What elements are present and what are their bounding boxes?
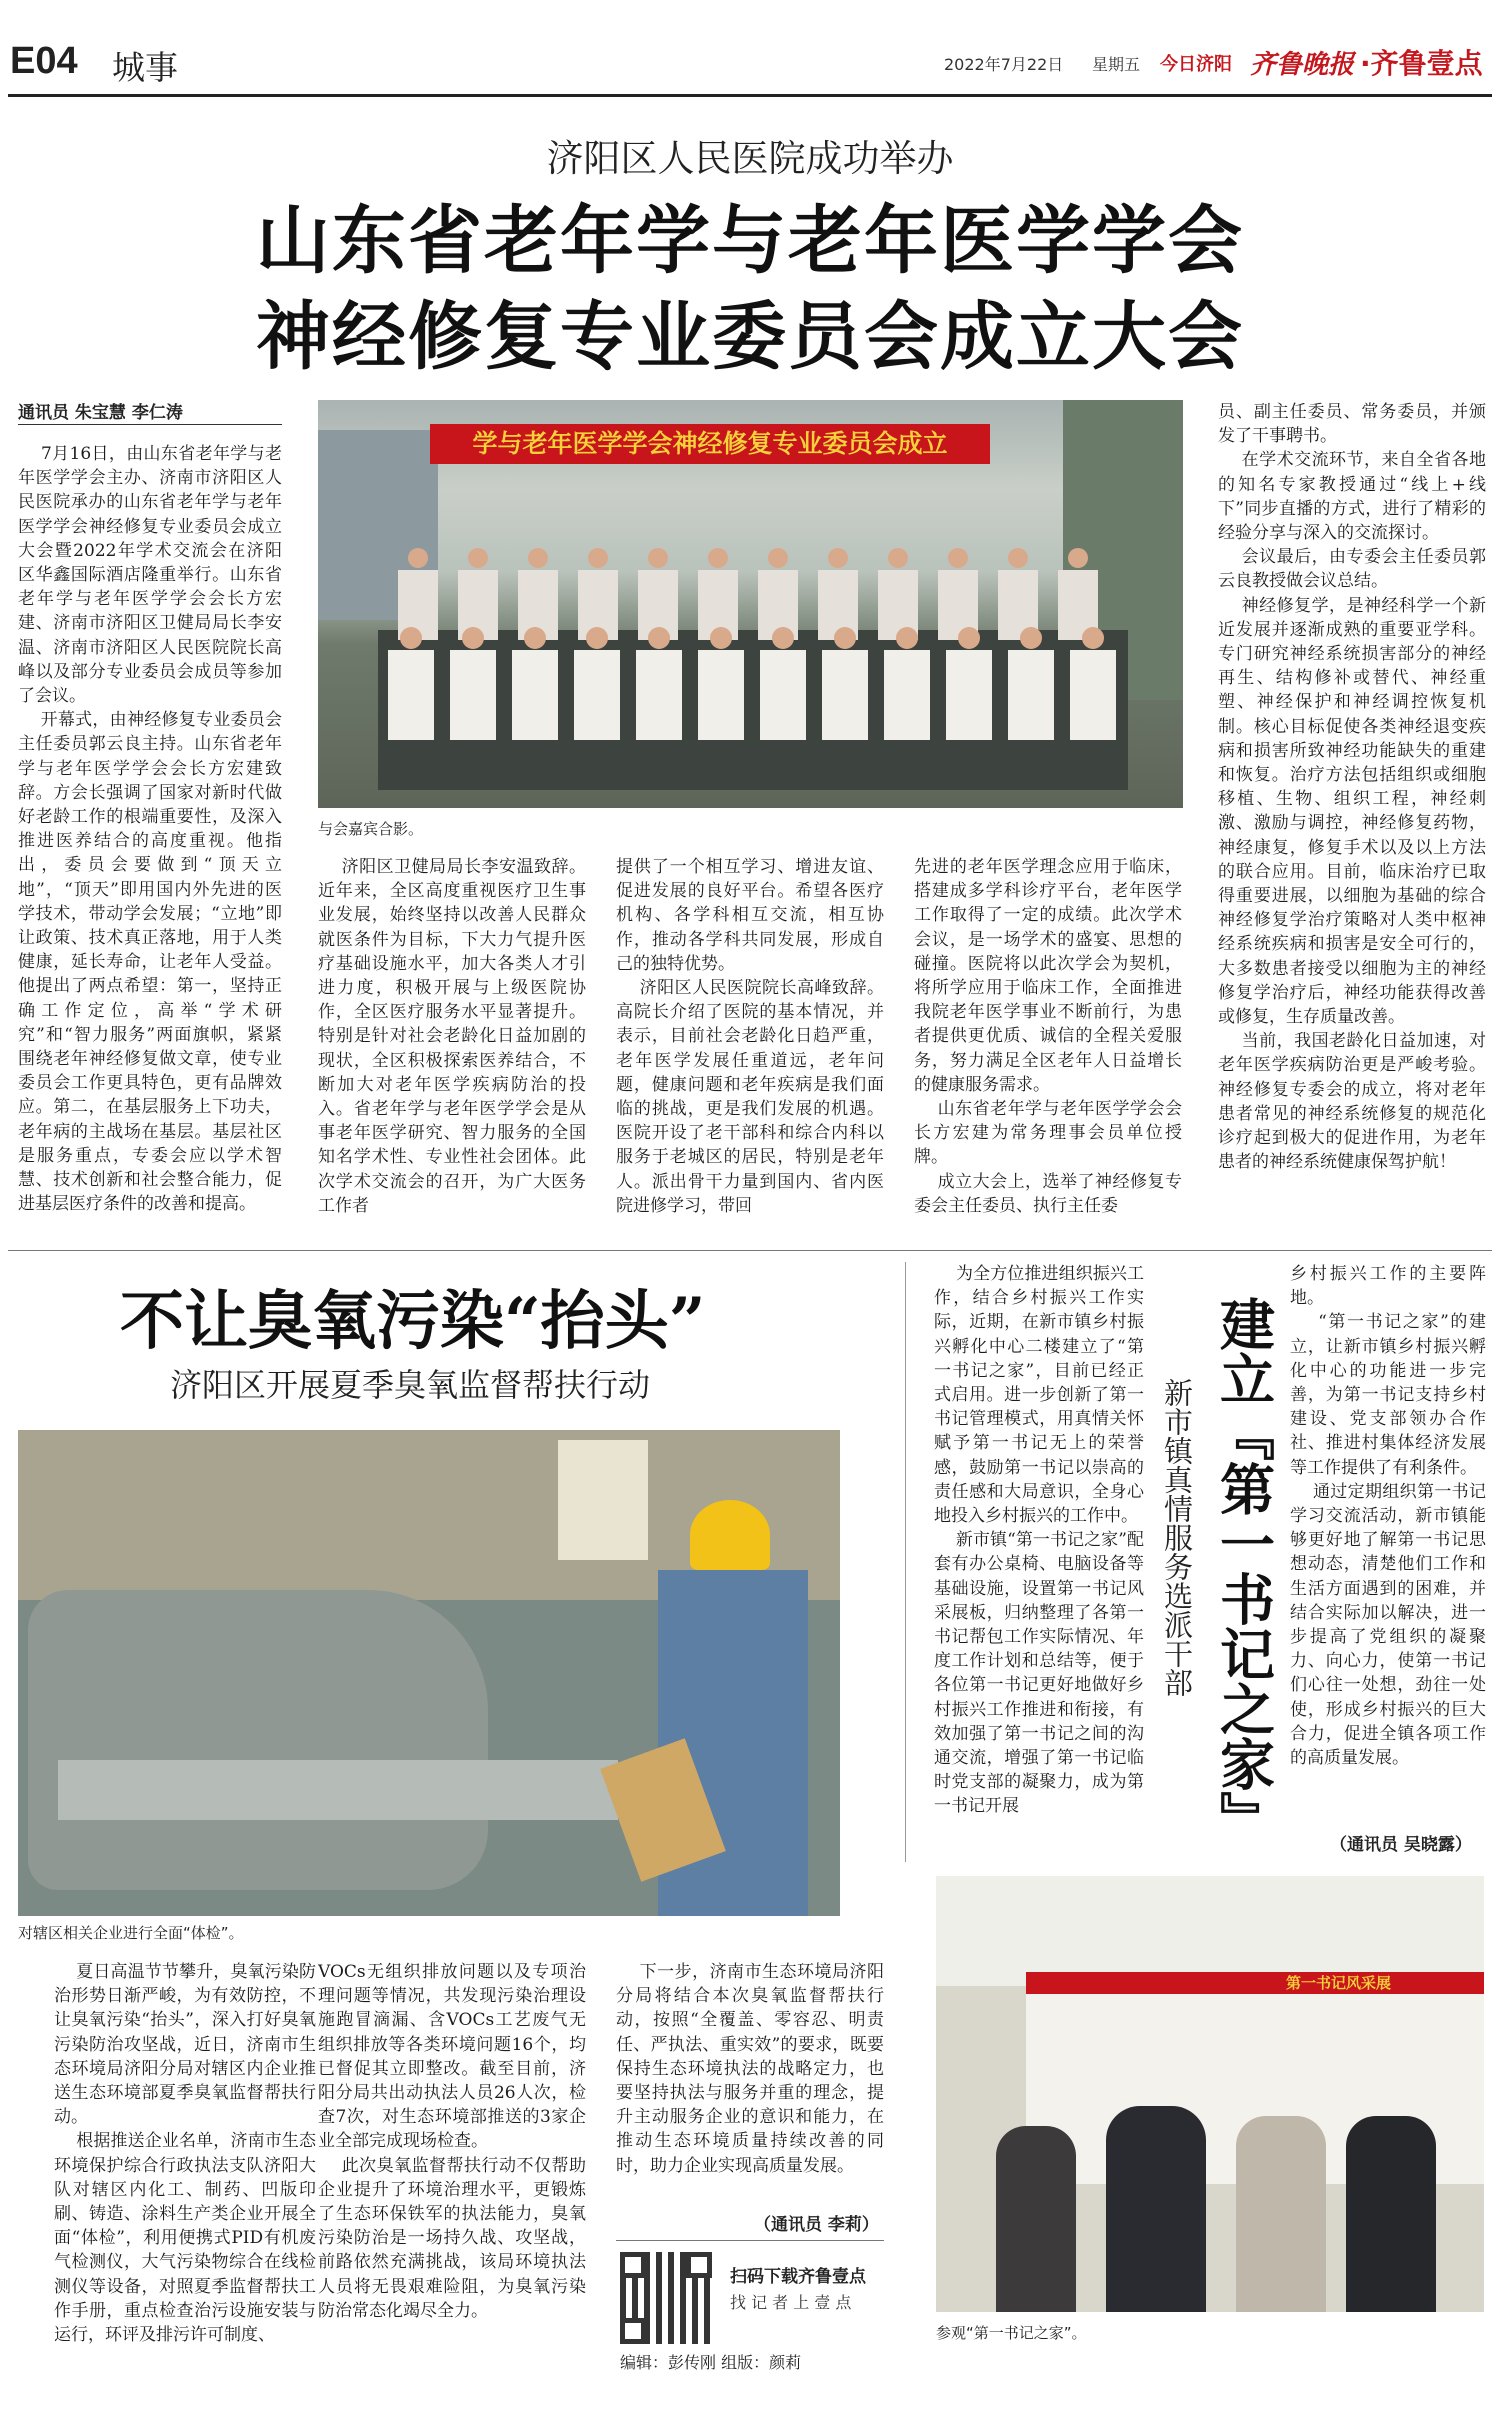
issue-date: 2022年7月22日 [944,55,1064,74]
photo-sign [558,1440,648,1560]
article2-headline: 不让臭氧污染“抬头” [120,1284,706,1359]
article1-kicker: 济阳区人民医院成功举办 [546,137,954,180]
article2-col1: 夏日高温节节攀升，臭氧污染防治形势日渐严峻，为有效防控，不让臭氧污染“抬头”，深入打好臭氧污染防治攻坚战，近日，济南市生态环境局济阳分局对辖区内企业推送生态环境部夏季臭氧监督帮扶行动。 根据推送企业名单，济南市生态环境保护综合行政执法支队济阳大队对辖区内化工、制药、凹版印刷、铸造、涂料生产类企业开展全面“体检”，利用便携式PID有机废气检测仪，大气污染物综合在线检测仪等设备，对照夏季监督帮扶工作手册，重点检查治污设施安装与运行，环评及排污许可制度、 [54,1962,316,2346]
qr-corner-tr [686,2252,712,2278]
article1-headline-line2: 神经修复专业委员会成立大会 [256,294,1244,380]
article2-col2: VOCs无组织排放问题以及专项治理问题等情况，共发现污染治理设施跑冒滴漏、含VOCs工艺废气无组织排放等各类环境问题16个，均已督促其立即整改。截至目前，济阳分局共出动执法人员26人次，检查7次，对生态环境部推送的3家企业全部完成现场检查。 此次臭氧监督帮扶行动不仅帮助企业提升了环境治理水平，更锻炼了生态环保铁军的执法能力，臭氧污染防治是一场持久战、攻坚战，前路依然充满挑战，该局环境执法人员将无畏艰难险阻，为臭氧污染防治常态化竭尽全力。 [318,1962,586,2321]
page-number: E04 [10,40,78,82]
qr-corner-tl [620,2252,646,2278]
qr-line2: 找 记 者 上 壹 点 [730,2293,852,2312]
qr-rule [616,2240,884,2241]
first-secretary-home-photo [936,1876,1484,2312]
article1-col2: 济阳区卫健局局长李安温致辞。近年来，全区高度重视医疗卫生事业发展，始终坚持以改善人民群众就医条件为目标，下大力气提升医疗基础设施水平，加大各类人才引进力度，积极开展与上级医院协作，全区医疗服务水平显著提升。特别是针对社会老龄化日益加剧的现状，全区积极探索医养结合，不断加大对老年医学疾病防治的投入。省老年学与老年医学学会是从事老年医学研究、智力服务的全国知名学术性、专业性社会团体。此次学术交流会的召开，为广大医务工作者 [318,857,586,1216]
qr-corner-bl [620,2318,646,2344]
group-photo-caption: 与会嘉宾合影。 [318,820,424,838]
photo-visitor-3 [1236,2116,1326,2312]
edition-name: 今日济阳 [1160,54,1232,75]
group-photo [318,400,1183,808]
photo-pipe [58,1760,618,1820]
photo-ceiling [936,1876,1484,1986]
article3-byline: （通讯员 吴晓露） [1330,1835,1472,1855]
ozone-photo-caption: 对辖区相关企业进行全面“体检”。 [18,1924,244,1942]
photo-banner [430,424,990,464]
masthead-rule [8,94,1492,97]
article1-col3: 提供了一个相互学习、增进友谊、促进发展的良好平台。希望各医疗机构、各学科相互交流，相互协作，推动各学科共同发展，形成自己的独特优势。 济阳区人民医院院长高峰致辞。高院长介绍了医院的基本情况，并表示，目前社会老龄化日趋严重，老年医学发展任重道远，老年问题，健康问题和老年疾病是我们面临的挑战，更是我们发展的机遇。医院开设了老干部科和综合内科以服务于老城区的居民，特别是老年人。派出骨干力量到国内、省内医院进修学习，带回 [616,857,884,1216]
photo-machine [28,1590,488,1890]
article1-col1: 7月16日，由山东省老年学与老年医学学会主办、济南市济阳区人民医院承办的山东省老年学与老年医学学会神经修复专业委员会成立大会暨2022年学术交流会在济阳区华鑫国际酒店隆重举行。山东省老年学与老年医学学会会长方宏建、济南市济阳区卫健局局长李安温、济南市济阳区人民医院院长高峰以及部分专业委员会成员等参加了会议。 开幕式，由神经修复专业委员会主任委员郭云良主持。山东省老年学与老年医学学会会长方宏建致辞。方会长强调了国家对新时代做好老龄工作的根端重要性，及深入推进医养结合的高度重视。他指出，委员会要做到“顶天立地”，“顶天”即用国内外先进的医学技术，带动学会发展；“立地”即让政策、技术真正落地，用于人类健康，延长寿命，让老年人受益。他提出了两点希望：第一，坚持正确工作定位，高举“学术研究”和“智力服务”两面旗帜，紧紧围绕老年神经修复做文章，使专业委员会工作更具特色，更有品牌效应。第二，在基层服务上下功夫，老年病的主战场在基层。基层社区是服务重点，专委会应以学术智慧、技术创新和社会整合能力，促进基层医疗条件的改善和提高。 [18,444,282,1215]
section-name: 城事 [112,48,178,87]
photo-inspector-helmet [690,1500,770,1570]
photo-visitor-1 [996,2126,1076,2312]
article1-col5: 员、副主任委员、常务委员，并颁发了干事聘书。 在学术交流环节，来自全省各地的知名专家教授通过“线上+线下”同步直播的方式，进行了精彩的经验分享与深入的交流探讨。 会议最后，由专委会主任委员郭云良教授做会议总结。 神经修复学，是神经科学一个新近发展并逐渐成熟的重要亚学科。专门研究神经系统损害部分的神经再生、结构修补或替代、神经重塑、神经保护和神经调控恢复机制。核心目标促使各类神经退变疾病和损害所致神经功能缺失的重建和恢复。治疗方法包括组织或细胞移植、生物、组织工程，神经刺激、激励与调控，神经修复药物，神经康复，修复手术以及以上方法的联合应用。目前，临床治疗已取得重要进展，以细胞为基础的综合神经修复学治疗策略对人类中枢神经系统疾病和损害是安全可行的，大多数患者接受以细胞为主的神经修复学治疗后，神经功能获得改善或修复，生存质量改善。 当前，我国老龄化日益加速，对老年医学疾病防治更是严峻考验。神经修复专委会的成立，将对老年患者常见的神经系统修复的规范化诊疗起到极大的促进作用，为老年患者的神经系统健康保驾护航！ [1218,402,1486,1173]
byline-rule [18,424,282,425]
article3-subheadline: 新市镇真情服务选派干部 [1160,1378,1194,1697]
ozone-inspection-photo [18,1430,840,1916]
issue-weekday: 星期五 [1092,55,1141,74]
article1-byline: 通讯员 朱宝慧 李仁涛 [18,403,183,423]
article3-col1: 为全方位推进组织振兴工作，结合乡村振兴工作实际，近期，在新市镇乡村振兴孵化中心二楼建立了“第一书记之家”，目前已经正式启用。进一步创新了第一书记管理模式，用真情关怀赋予第一书记无上的荣誉感，鼓励第一书记以崇高的责任感和大局意识，全身心地投入乡村振兴的工作中。 新市镇“第一书记之家”配套有办公桌椅、电脑设备等基础设施，设置第一书记风采展板，归纳整理了各第一书记帮包工作实际情况、年度工作计划和总结等，便于各位第一书记更好地做好乡村振兴工作推进和衔接，有效加强了第一书记之间的沟通交流，增强了第一书记临时党支部的凝聚力，成为第一书记开展 [934,1264,1144,1817]
app-logo-text: 齐鲁壹点 [1370,47,1483,80]
article2-col3: 下一步，济南市生态环境局济阳分局将结合本次臭氧监督帮扶行动，按照“全覆盖、零容忍、明责任、严执法、重实效”的要求，既要保持生态环境执法的战略定力，也要坚持执法与服务并重的理念，提升主动服务企业的意识和能力，在推动生态环境质量持续改善的同时，助力企业实现高质量发展。 [616,1962,884,2176]
first-secretary-photo-caption: 参观“第一书记之家”。 [936,2324,1087,2342]
qr-line1: 扫码下载齐鲁壹点 [730,2267,866,2287]
article2-subheadline: 济阳区开展夏季臭氧监督帮扶行动 [170,1366,651,1404]
article1-bottom-rule [8,1250,1492,1251]
photo-visitor-4 [1346,2116,1436,2312]
photo-visitor-2 [1106,2106,1206,2312]
newspaper-logo: 齐鲁晚报 [1250,50,1355,80]
photo-banner-text: 学与老年医学学会神经修复专业委员会成立 [472,429,948,458]
editor-credits: 编辑：彭传刚 组版：颜莉 [620,2353,802,2372]
qr-code [620,2252,712,2344]
article1-col4: 先进的老年医学理念应用于临床，搭建成多学科诊疗平台，老年医学工作取得了一定的成绩。此次学术会议，是一场学术的盛宴、思想的碰撞。医院将以此次学会为契机，将所学应用于临床工作，全面推进我院老年医学事业不断前行，为患者提供更优质、诚信的全程关爱服务，努力满足全区老年人日益增长的健康服务需求。 山东省老年学与老年医学学会会长方宏建为常务理事会员单位授牌。 成立大会上，选举了神经修复专委会主任委员、执行主任委 [914,857,1182,1216]
article2-byline: （通讯员 李莉） [754,2215,879,2235]
crowd-figures [358,530,1148,790]
photo-exhibit-title: 第一书记风采展 [1286,1974,1392,1992]
app-logo [1360,42,1483,82]
article1-headline-line1: 山东省老年学与老年医学学会 [256,198,1244,284]
article3-headline: 建立『第一书记之家』 [1211,1296,1276,1846]
photo-crowd [358,530,1148,790]
article3-left-rule [905,1262,906,1862]
app-logo-separator: · [1360,47,1371,80]
article3-col2: 乡村振兴工作的主要阵地。 “第一书记之家”的建立，让新市镇乡村振兴孵化中心的功能进一步完善，为第一书记支持乡村建设、党支部领办合作社、推进村集体经济发展等工作提供了有利条件。 通过定期组织第一书记学习交流活动，新市镇能够更好地了解第一书记思想动态，清楚他们工作和生活方面遇到的困难，并结合实际加以解决，进一步提高了党组织的凝聚力、向心力，使第一书记们心往一处想，劲往一处使，形成乡村振兴的巨大合力，促进全镇各项工作的高质量发展。 [1290,1264,1486,1769]
